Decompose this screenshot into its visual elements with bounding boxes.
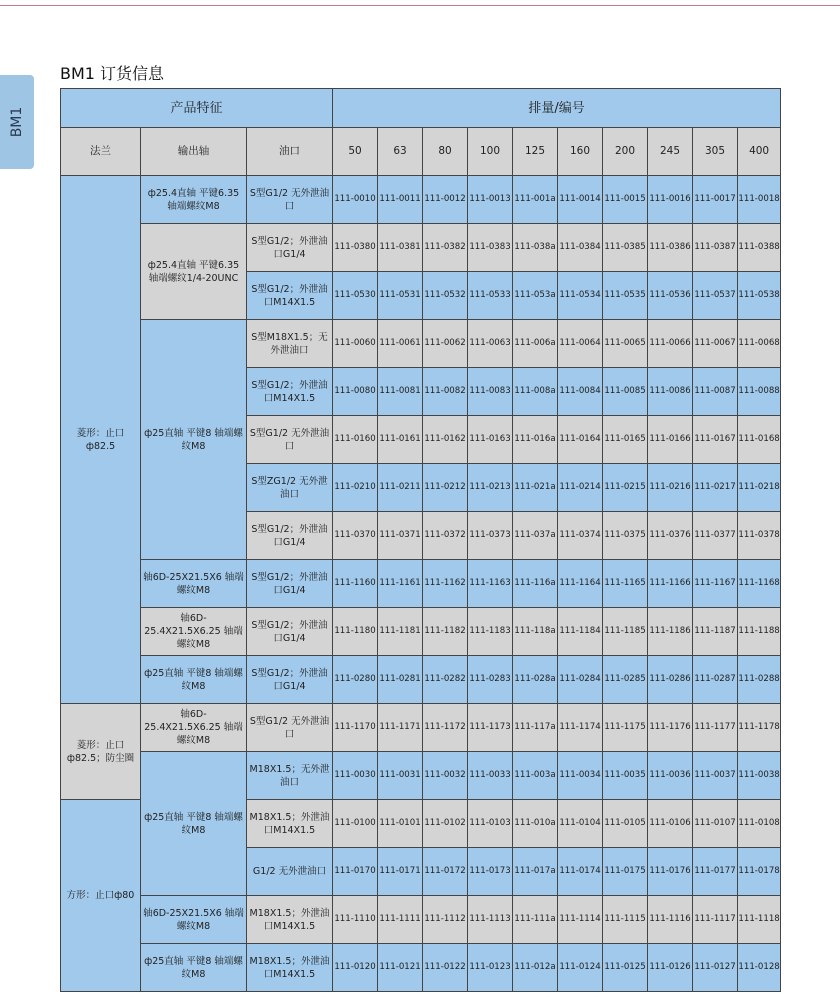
part-code-cell: 111-0370 <box>333 512 378 560</box>
part-code-cell: 111-0385 <box>603 224 648 272</box>
part-code-cell: 111-0375 <box>603 512 648 560</box>
flange-cell: 方形：止口ф80 <box>61 800 141 992</box>
part-code-cell: 111-0100 <box>333 800 378 848</box>
part-code-cell: 111-0536 <box>648 272 693 320</box>
part-code-cell: 111-0162 <box>423 416 468 464</box>
part-code-cell: 111-001a <box>513 176 558 224</box>
part-code-cell: 111-0288 <box>738 656 781 704</box>
part-code-cell: 111-021a <box>513 464 558 512</box>
header-displacement-125: 125 <box>513 128 558 176</box>
part-code-cell: 111-0033 <box>468 752 513 800</box>
header-output-shaft: 输出轴 <box>141 128 247 176</box>
output-shaft-cell: ф25.4直轴 平键6.35 轴端螺纹1/4-20UNC <box>141 224 247 320</box>
part-code-cell: 111-0167 <box>693 416 738 464</box>
part-code-cell: 111-0286 <box>648 656 693 704</box>
part-code-cell: 111-1178 <box>738 704 781 752</box>
header-displacement-63: 63 <box>378 128 423 176</box>
part-code-cell: 111-0011 <box>378 176 423 224</box>
oil-port-cell: S型G1/2；外泄油口G1/4 <box>247 560 333 608</box>
part-code-cell: 111-0530 <box>333 272 378 320</box>
part-code-cell: 111-1161 <box>378 560 423 608</box>
part-code-cell: 111-003a <box>513 752 558 800</box>
table-row <box>61 224 781 272</box>
part-code-cell: 111-1183 <box>468 608 513 656</box>
part-code-cell: 111-0080 <box>333 368 378 416</box>
oil-port-cell: M18X1.5；外泄油口M14X1.5 <box>247 944 333 992</box>
header-displacement-200: 200 <box>603 128 648 176</box>
part-code-cell: 111-0105 <box>603 800 648 848</box>
part-code-cell: 111-0218 <box>738 464 781 512</box>
part-code-cell: 111-028a <box>513 656 558 704</box>
oil-port-cell: S型ZG1/2 无外泄油口 <box>247 464 333 512</box>
part-code-cell: 111-0066 <box>648 320 693 368</box>
part-code-cell: 111-0063 <box>468 320 513 368</box>
part-code-cell: 111-0088 <box>738 368 781 416</box>
part-code-cell: 111-0104 <box>558 800 603 848</box>
part-code-cell: 111-0128 <box>738 944 781 992</box>
oil-port-cell: S型G1/2 无外泄油口 <box>247 176 333 224</box>
part-code-cell: 111-118a <box>513 608 558 656</box>
header-displacement-245: 245 <box>648 128 693 176</box>
part-code-cell: 111-017a <box>513 848 558 896</box>
part-code-cell: 111-0215 <box>603 464 648 512</box>
output-shaft-cell: 轴6D-25.4X21.5X6.25 轴端螺纹M8 <box>141 704 247 752</box>
order-info-table <box>60 88 781 992</box>
part-code-cell: 111-0123 <box>468 944 513 992</box>
part-code-cell: 111-038a <box>513 224 558 272</box>
part-code-cell: 111-0287 <box>693 656 738 704</box>
part-code-cell: 111-0013 <box>468 176 513 224</box>
oil-port-cell: S型G1/2 无外泄油口 <box>247 704 333 752</box>
part-code-cell: 111-0175 <box>603 848 648 896</box>
part-code-cell: 111-1114 <box>558 896 603 944</box>
part-code-cell: 111-0031 <box>378 752 423 800</box>
part-code-cell: 111-1188 <box>738 608 781 656</box>
table-row <box>61 656 781 704</box>
part-code-cell: 111-0284 <box>558 656 603 704</box>
part-code-cell: 111-0106 <box>648 800 693 848</box>
oil-port-cell: S型G1/2；外泄油口G1/4 <box>247 608 333 656</box>
part-code-cell: 111-1180 <box>333 608 378 656</box>
part-code-cell: 111-1112 <box>423 896 468 944</box>
oil-port-cell: S型G1/2 无外泄油口 <box>247 416 333 464</box>
part-code-cell: 111-0217 <box>693 464 738 512</box>
output-shaft-cell: 轴6D-25X21.5X6 轴端螺纹M8 <box>141 896 247 944</box>
part-code-cell: 111-1164 <box>558 560 603 608</box>
part-code-cell: 111-1168 <box>738 560 781 608</box>
part-code-cell: 111-0171 <box>378 848 423 896</box>
part-code-cell: 111-0534 <box>558 272 603 320</box>
part-code-cell: 111-0163 <box>468 416 513 464</box>
part-code-cell: 111-1163 <box>468 560 513 608</box>
part-code-cell: 111-0084 <box>558 368 603 416</box>
part-code-cell: 111-0127 <box>693 944 738 992</box>
flange-cell: 菱形：止口ф82.5；防尘圈 <box>61 704 141 800</box>
part-code-cell: 111-0380 <box>333 224 378 272</box>
part-code-cell: 111-0382 <box>423 224 468 272</box>
part-code-cell: 111-0173 <box>468 848 513 896</box>
part-code-cell: 111-0377 <box>693 512 738 560</box>
header-displacement-305: 305 <box>693 128 738 176</box>
part-code-cell: 111-0060 <box>333 320 378 368</box>
header-flange: 法兰 <box>61 128 141 176</box>
part-code-cell: 111-1184 <box>558 608 603 656</box>
table-row <box>61 560 781 608</box>
part-code-cell: 111-0280 <box>333 656 378 704</box>
oil-port-cell: M18X1.5；无外泄油口 <box>247 752 333 800</box>
part-code-cell: 111-1171 <box>378 704 423 752</box>
part-code-cell: 111-1185 <box>603 608 648 656</box>
part-code-cell: 111-0160 <box>333 416 378 464</box>
oil-port-cell: S型G1/2；外泄油口G1/4 <box>247 512 333 560</box>
table-row <box>61 320 781 368</box>
part-code-cell: 111-0373 <box>468 512 513 560</box>
part-code-cell: 111-0081 <box>378 368 423 416</box>
part-code-cell: 111-0537 <box>693 272 738 320</box>
part-code-cell: 111-1177 <box>693 704 738 752</box>
part-code-cell: 111-0068 <box>738 320 781 368</box>
header-displacement-80: 80 <box>423 128 468 176</box>
part-code-cell: 111-008a <box>513 368 558 416</box>
part-code-cell: 111-1182 <box>423 608 468 656</box>
part-code-cell: 111-1167 <box>693 560 738 608</box>
part-code-cell: 111-0017 <box>693 176 738 224</box>
oil-port-cell: G1/2 无外泄油口 <box>247 848 333 896</box>
part-code-cell: 111-0030 <box>333 752 378 800</box>
part-code-cell: 111-1172 <box>423 704 468 752</box>
part-code-cell: 111-1173 <box>468 704 513 752</box>
part-code-cell: 111-0172 <box>423 848 468 896</box>
table-row <box>61 896 781 944</box>
part-code-cell: 111-0178 <box>738 848 781 896</box>
output-shaft-cell: 轴6D-25X21.5X6 轴端螺纹M8 <box>141 560 247 608</box>
part-code-cell: 111-010a <box>513 800 558 848</box>
part-code-cell: 111-0086 <box>648 368 693 416</box>
part-code-cell: 111-012a <box>513 944 558 992</box>
part-code-cell: 111-0165 <box>603 416 648 464</box>
part-code-cell: 111-0383 <box>468 224 513 272</box>
part-code-cell: 111-0067 <box>693 320 738 368</box>
part-code-cell: 111-0535 <box>603 272 648 320</box>
part-code-cell: 111-1115 <box>603 896 648 944</box>
table-row <box>61 608 781 656</box>
oil-port-cell: M18X1.5；外泄油口M14X1.5 <box>247 896 333 944</box>
table-row <box>61 752 781 800</box>
part-code-cell: 111-0036 <box>648 752 693 800</box>
output-shaft-cell: ф25.4直轴 平键6.35 轴端螺纹M8 <box>141 176 247 224</box>
part-code-cell: 111-1174 <box>558 704 603 752</box>
part-code-cell: 111-0012 <box>423 176 468 224</box>
part-code-cell: 111-0531 <box>378 272 423 320</box>
part-code-cell: 111-0037 <box>693 752 738 800</box>
output-shaft-cell: 轴6D-25.4X21.5X6.25 轴端螺纹M8 <box>141 608 247 656</box>
header-displacement-100: 100 <box>468 128 513 176</box>
part-code-cell: 111-0387 <box>693 224 738 272</box>
part-code-cell: 111-0285 <box>603 656 648 704</box>
part-code-cell: 111-1170 <box>333 704 378 752</box>
part-code-cell: 111-0376 <box>648 512 693 560</box>
part-code-cell: 111-1176 <box>648 704 693 752</box>
part-code-cell: 111-0014 <box>558 176 603 224</box>
table-row <box>61 944 781 992</box>
part-code-cell: 111-1166 <box>648 560 693 608</box>
oil-port-cell: M18X1.5；外泄油口M14X1.5 <box>247 800 333 848</box>
part-code-cell: 111-016a <box>513 416 558 464</box>
part-code-cell: 111-006a <box>513 320 558 368</box>
part-code-cell: 111-0018 <box>738 176 781 224</box>
part-code-cell: 111-0062 <box>423 320 468 368</box>
oil-port-cell: S型G1/2；外泄油口G1/4 <box>247 656 333 704</box>
part-code-cell: 111-0102 <box>423 800 468 848</box>
part-code-cell: 111-0083 <box>468 368 513 416</box>
header-displacement-400: 400 <box>738 128 781 176</box>
part-code-cell: 111-0170 <box>333 848 378 896</box>
part-code-cell: 111-0168 <box>738 416 781 464</box>
header-displacement-160: 160 <box>558 128 603 176</box>
part-code-cell: 111-1181 <box>378 608 423 656</box>
part-code-cell: 111-0378 <box>738 512 781 560</box>
part-code-cell: 111-0082 <box>423 368 468 416</box>
header-displacement-50: 50 <box>333 128 378 176</box>
part-code-cell: 111-1116 <box>648 896 693 944</box>
part-code-cell: 111-0125 <box>603 944 648 992</box>
oil-port-cell: S型G1/2；外泄油口M14X1.5 <box>247 272 333 320</box>
part-code-cell: 111-117a <box>513 704 558 752</box>
part-code-cell: 111-0120 <box>333 944 378 992</box>
part-code-cell: 111-0374 <box>558 512 603 560</box>
part-code-cell: 111-0124 <box>558 944 603 992</box>
part-code-cell: 111-0213 <box>468 464 513 512</box>
part-code-cell: 111-0103 <box>468 800 513 848</box>
output-shaft-cell: ф25直轴 平键8 轴端螺纹M8 <box>141 944 247 992</box>
part-code-cell: 111-053a <box>513 272 558 320</box>
flange-cell: 菱形：止口ф82.5 <box>61 176 141 704</box>
part-code-cell: 111-1187 <box>693 608 738 656</box>
part-code-cell: 111-1162 <box>423 560 468 608</box>
part-code-cell: 111-1113 <box>468 896 513 944</box>
part-code-cell: 111-1160 <box>333 560 378 608</box>
part-code-cell: 111-0538 <box>738 272 781 320</box>
part-code-cell: 111-0532 <box>423 272 468 320</box>
part-code-cell: 111-1111 <box>378 896 423 944</box>
oil-port-cell: S型G1/2；外泄油口M14X1.5 <box>247 368 333 416</box>
part-code-cell: 111-0372 <box>423 512 468 560</box>
table-row <box>61 704 781 752</box>
part-code-cell: 111-0386 <box>648 224 693 272</box>
part-code-cell: 111-0101 <box>378 800 423 848</box>
part-code-cell: 111-0384 <box>558 224 603 272</box>
part-code-cell: 111-0281 <box>378 656 423 704</box>
side-tab-label: BM1 <box>9 106 25 138</box>
part-code-cell: 111-0211 <box>378 464 423 512</box>
part-code-cell: 111-0010 <box>333 176 378 224</box>
part-code-cell: 111-0061 <box>378 320 423 368</box>
part-code-cell: 111-1117 <box>693 896 738 944</box>
part-code-cell: 111-1186 <box>648 608 693 656</box>
part-code-cell: 111-111a <box>513 896 558 944</box>
part-code-cell: 111-0176 <box>648 848 693 896</box>
part-code-cell: 111-0216 <box>648 464 693 512</box>
header-row-1 <box>61 89 781 128</box>
output-shaft-cell: ф25直轴 平键8 轴端螺纹M8 <box>141 752 247 896</box>
oil-port-cell: S型G1/2；外泄油口G1/4 <box>247 224 333 272</box>
header-row-2 <box>61 128 781 176</box>
part-code-cell: 111-0283 <box>468 656 513 704</box>
part-code-cell: 111-0371 <box>378 512 423 560</box>
part-code-cell: 111-0174 <box>558 848 603 896</box>
part-code-cell: 111-0177 <box>693 848 738 896</box>
part-code-cell: 111-0032 <box>423 752 468 800</box>
part-code-cell: 111-0212 <box>423 464 468 512</box>
part-code-cell: 111-0065 <box>603 320 648 368</box>
part-code-cell: 111-0282 <box>423 656 468 704</box>
part-code-cell: 111-0122 <box>423 944 468 992</box>
part-code-cell: 111-0016 <box>648 176 693 224</box>
part-code-cell: 111-0166 <box>648 416 693 464</box>
part-code-cell: 111-1118 <box>738 896 781 944</box>
part-code-cell: 111-037a <box>513 512 558 560</box>
part-code-cell: 111-1110 <box>333 896 378 944</box>
top-divider <box>0 5 840 6</box>
part-code-cell: 111-0107 <box>693 800 738 848</box>
part-code-cell: 111-0015 <box>603 176 648 224</box>
header-oil-port: 油口 <box>247 128 333 176</box>
oil-port-cell: S型M18X1.5；无外泄油口 <box>247 320 333 368</box>
part-code-cell: 111-0164 <box>558 416 603 464</box>
page-title: BM1 订货信息 <box>60 64 165 83</box>
part-code-cell: 111-0038 <box>738 752 781 800</box>
output-shaft-cell: ф25直轴 平键8 轴端螺纹M8 <box>141 320 247 560</box>
part-code-cell: 111-0126 <box>648 944 693 992</box>
part-code-cell: 111-0085 <box>603 368 648 416</box>
table-row <box>61 176 781 224</box>
part-code-cell: 111-0035 <box>603 752 648 800</box>
part-code-cell: 111-0161 <box>378 416 423 464</box>
part-code-cell: 111-0064 <box>558 320 603 368</box>
part-code-cell: 111-0533 <box>468 272 513 320</box>
part-code-cell: 111-0087 <box>693 368 738 416</box>
part-code-cell: 111-0388 <box>738 224 781 272</box>
side-tab <box>0 75 34 169</box>
part-code-cell: 111-0381 <box>378 224 423 272</box>
part-code-cell: 111-0121 <box>378 944 423 992</box>
part-code-cell: 111-0214 <box>558 464 603 512</box>
part-code-cell: 111-1165 <box>603 560 648 608</box>
part-code-cell: 111-0210 <box>333 464 378 512</box>
output-shaft-cell: ф25直轴 平键8 轴端螺纹M8 <box>141 656 247 704</box>
part-code-cell: 111-1175 <box>603 704 648 752</box>
header-displacement-code: 排量/编号 <box>333 89 781 128</box>
part-code-cell: 111-0034 <box>558 752 603 800</box>
part-code-cell: 111-0108 <box>738 800 781 848</box>
header-product-features: 产品特征 <box>61 89 333 128</box>
part-code-cell: 111-116a <box>513 560 558 608</box>
